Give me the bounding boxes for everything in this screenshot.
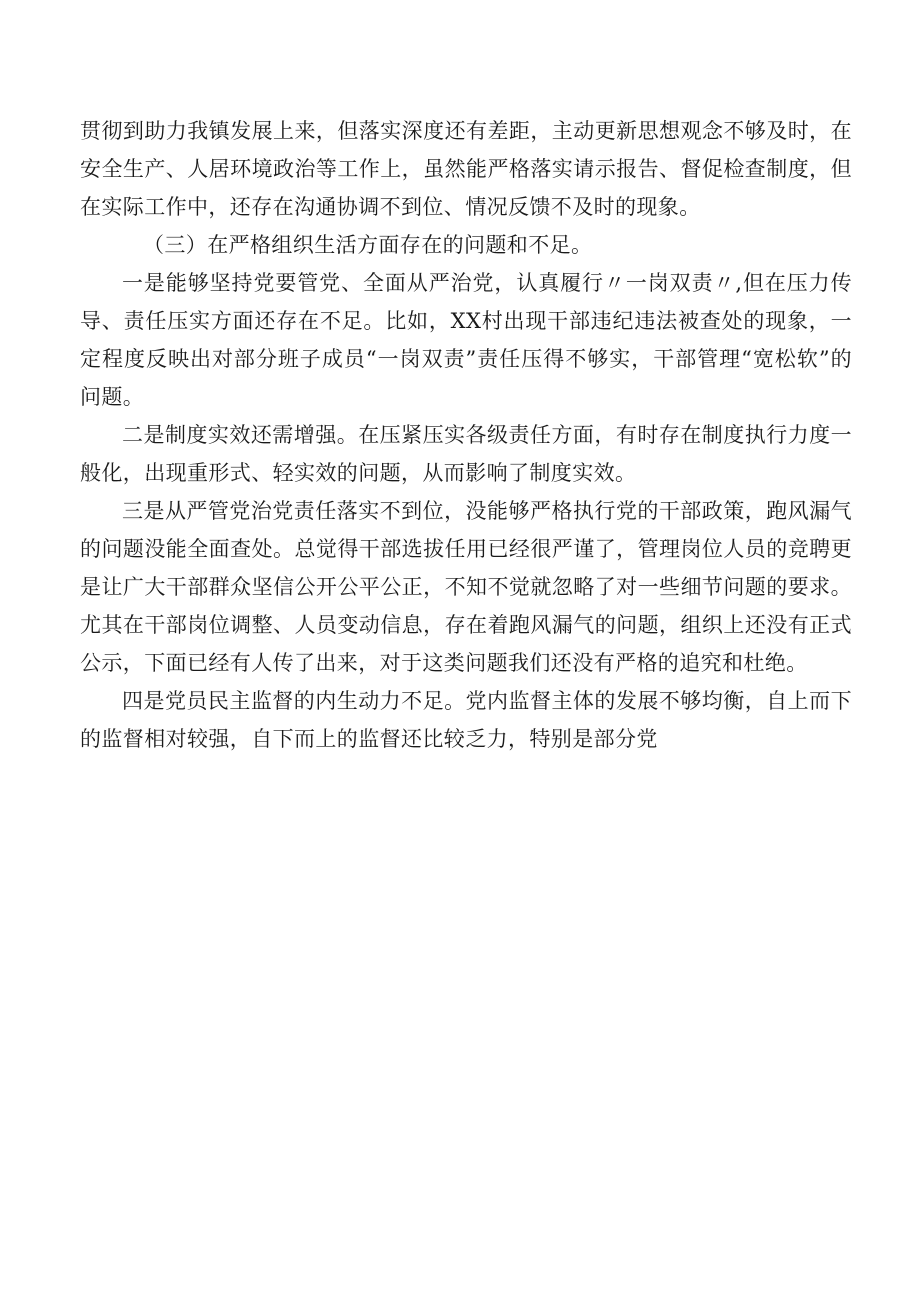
paragraph-item-4: 四是党员民主监督的内生动力不足。党内监督主体的发展不够均衡，自上而下的监督相对较强，自下而上的监督还比较乏力，特别是部分党 [80, 689, 852, 751]
paragraph-item-2: 二是制度实效还需增强。在压紧压实各级责任方面，有时存在制度执行力度一般化，出现重形式、轻实效的问题，从而影响了制度实效。 [80, 423, 852, 485]
paragraph-item-3: 三是从严管党治党责任落实不到位，没能够严格执行党的干部政策，跑风漏气的问题没能全面查处。总觉得干部选拔任用已经很严谨了，管理岗位人员的竞聘更是让广大干部群众坚信公开公平公正，不知不觉就忽略了对一些细节问题的要求。尤其在干部岗位调整、人员变动信息，存在着跑风漏气的问题，组织上还没有正式公示，下面已经有人传了出来，对于这类问题我们还没有严格的追究和杜绝。 [80, 499, 852, 675]
section-heading: （三）在严格组织生活方面存在的问题和不足。 [143, 233, 593, 257]
document-body [80, 112, 852, 758]
paragraph-continued: 贯彻到助力我镇发展上来，但落实深度还有差距，主动更新思想观念不够及时，在安全生产、人居环境政治等工作上，虽然能严格落实请示报告、督促检查制度，但在实际工作中，还存在沟通协调不到位、情况反馈不及时的现象。 [80, 119, 852, 219]
paragraph-item-1: 一是能够坚持党要管党、全面从严治党，认真履行〃一岗双责〃,但在压力传导、责任压实方面还存在不足。比如，XX村出现干部违纪违法被查处的现象，一定程度反映出对部分班子成员“一岗双责”责任压得不够实，干部管理“宽松软”的问题。 [80, 271, 852, 409]
